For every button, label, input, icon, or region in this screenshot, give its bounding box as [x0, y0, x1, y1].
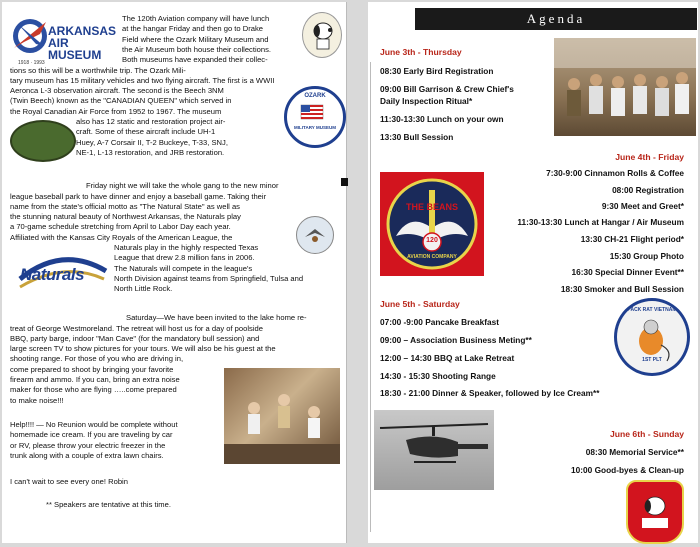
snoopy-badge	[302, 12, 342, 58]
right-page	[368, 2, 698, 543]
flag-icon	[287, 89, 337, 139]
closing-line: I can't wait to see every one! Robin	[10, 477, 128, 486]
help-paragraph	[10, 420, 178, 461]
text-line: maker for those who are flying …..come prepared	[10, 385, 177, 395]
day-heading-thursday: June 3th - Thursday	[380, 47, 462, 57]
helicopter-photo	[374, 410, 494, 490]
text-line: craft. Some of these aircraft include UH-1	[76, 127, 216, 137]
text-line: Field where the Ozark Military Museum and	[122, 34, 269, 44]
naturals-logo	[14, 249, 110, 303]
text-line: come prepared to shoot by bringing your favorite	[10, 364, 174, 374]
text-line: Huey, A-7 Corsair II, T-2 Buckeye, T-33, SNJ,	[76, 137, 228, 147]
event-item: 09:00 – Association Business Meting**	[380, 335, 532, 345]
patch-bottom-text: AVIATION COMPANY	[407, 254, 457, 260]
intro-paragraph	[122, 14, 271, 65]
page-divider-line	[370, 62, 371, 532]
event-item: 15:30 Group Photo	[609, 251, 684, 261]
event-item: 9:30 Meet and Greet*	[601, 201, 684, 211]
day-heading-friday: June 4th - Friday	[615, 152, 684, 162]
eagle-icon	[297, 217, 333, 253]
text-line: Help!!!! — No Reunion would be complete without	[10, 420, 178, 429]
text-line: trunk along with a couple of extra lawn chairs.	[10, 450, 164, 460]
text-line: The Naturals will compete in the league's	[114, 263, 253, 273]
text-line: Aeronca L-3 observation aircraft. The second is the Beech 3NM	[10, 86, 224, 96]
patch-title-text: THE BEANS	[405, 202, 458, 212]
text-line: the Air Museum both house their collections.	[122, 44, 272, 54]
event-item: 7:30-9:00 Cinnamon Rolls & Coffee	[546, 168, 684, 178]
agenda-title: Agenda	[526, 11, 586, 26]
helicopter-icon	[374, 410, 494, 490]
text-line: Affiliated with the Kansas City Royals of the American League, the	[10, 232, 233, 242]
intro-paragraph-end	[76, 117, 228, 158]
unit-badge-photo	[296, 216, 334, 254]
logo-line1: ARKANSAS	[48, 24, 117, 38]
text-line: BBQ, party barge, indoor "Man Cave" (for the mandatory bull session) and	[10, 333, 260, 343]
text-line: The 120th Aviation company will have lunch	[122, 14, 270, 23]
green-patch-photo	[10, 120, 76, 162]
lake-party-photo	[224, 368, 340, 464]
patch-number-text: 120	[426, 237, 438, 244]
event-item: 09:00 Bill Garrison & Crew Chief's	[380, 84, 514, 94]
snoopy-pilot-icon	[628, 482, 682, 542]
badge-bottom-text: MILITARY MUSEUM	[294, 125, 336, 130]
text-line: the Royal Canadian Air Force from 1952 to 1967. The museum	[10, 106, 222, 116]
soldiers-photo-icon	[554, 38, 696, 136]
text-line: or RV, please throw your electric freezer in the	[10, 440, 166, 450]
event-item: 07:00 -9:00 Pancake Breakfast	[380, 317, 499, 327]
text-line: league baseball park to have dinner and enjoy a baseball game. Taking their	[10, 191, 267, 201]
text-line: at the hangar Friday and then go to Drake	[122, 24, 263, 34]
text-line: NE-1, L-13 restoration, and JRB restoration.	[76, 147, 225, 157]
footnote: ** Speakers are tentative at this time.	[46, 500, 171, 509]
text-line: League that drew 2.8 million fans in 2006.	[114, 253, 255, 263]
text-line: to make noise!!!	[10, 395, 64, 405]
arkansas-air-museum-logo	[10, 12, 122, 68]
center-marker	[341, 178, 348, 186]
day-heading-sunday: June 6th - Sunday	[609, 429, 684, 439]
text-line: the stunning natural beauty of Northwest Arkansas, the Naturals play	[10, 212, 241, 222]
text-line: Both museums have expanded their collec-	[122, 55, 268, 65]
text-line: homemade ice cream. If you are traveling by car	[10, 430, 173, 440]
saturday-paragraph	[126, 313, 307, 323]
event-item: 12:00 – 14:30 BBQ at Lake Retreat	[380, 353, 515, 363]
text-line: large screen TV to show pictures for your tours. We will also be his guest at the	[10, 344, 276, 354]
event-item: 08:30 Early Bird Registration	[380, 66, 494, 76]
logo-line2: AIR MUSEUM	[48, 36, 102, 62]
ozark-museum-badge	[284, 86, 346, 148]
text-line: a 70-game schedule stretching from April to Labor Day each year.	[10, 222, 231, 232]
beans-company-patch	[380, 172, 484, 276]
event-item: 08:00 Registration	[612, 185, 684, 195]
patch-text: PACK RAT VIETNAM	[627, 307, 677, 313]
badge-top-text: OZARK	[304, 93, 326, 99]
event-item: 10:00 Good-byes & Clean-up	[571, 465, 684, 475]
friday-paragraph-cont	[10, 192, 266, 243]
event-item: 11:30-13:30 Lunch at Hangar / Air Museum	[517, 217, 684, 227]
text-line: Naturals play in the highly respected Texas	[114, 243, 259, 252]
patch-sub-text: 1ST PLT	[642, 357, 662, 363]
friday-paragraph-end	[114, 243, 303, 294]
text-line: (Twin Beech) known as the "CANADIAN QUEEN" which served in	[10, 96, 232, 106]
event-item: 08:30 Memorial Service**	[585, 447, 684, 457]
day-heading-saturday: June 5th - Saturday	[380, 299, 460, 309]
event-item: 11:30-13:30 Lunch on your own	[380, 114, 504, 124]
text-line: tary museum has 15 military vehicles and two flying aircraft. The first is a WWII	[10, 75, 275, 85]
event-item: 18:30 - 21:00 Dinner & Speaker, followed by Ice Cream**	[380, 388, 600, 398]
naturals-wordmark: Naturals	[20, 265, 85, 284]
text-line: also has 12 static and restoration project air-	[76, 117, 226, 126]
left-page	[2, 2, 347, 543]
event-item: 18:30 Smoker and Bull Session	[560, 284, 684, 294]
event-item: Daily Inspection Ritual*	[380, 96, 473, 106]
event-item: 13:30 Bull Session	[380, 132, 454, 142]
intro-paragraph-cont	[10, 66, 274, 117]
pack-rat-patch	[614, 298, 690, 376]
event-item: 16:30 Special Dinner Event**	[571, 267, 684, 277]
crew-group-photo	[554, 38, 696, 136]
people-photo-icon	[224, 368, 340, 464]
agenda-header	[415, 8, 697, 30]
text-line: North Little Rock.	[114, 284, 173, 294]
text-line: Saturday—We have been invited to the lake home re-	[126, 313, 307, 322]
text-line: treat of George Westmoreland. The retreat will host us for a day of poolside	[10, 323, 263, 333]
snoopy-patch	[626, 480, 684, 544]
text-line: Friday night we will take the whole gang to the new minor	[86, 181, 279, 190]
text-line: name from the state's official motto as "The Natural State" as well as	[10, 201, 240, 211]
text-line: North Division against teams from Springfield, Tulsa and	[114, 273, 304, 283]
text-line: firearm and ammo. If you can, bring an extra noise	[10, 374, 180, 384]
text-line: tions so this will be a worthwhile trip. The Ozark Mili-	[10, 65, 186, 75]
beans-patch-icon	[380, 172, 484, 276]
event-item: 14:30 - 15:30 Shooting Range	[380, 371, 496, 381]
event-item: 13:30 CH-21 Flight period*	[580, 234, 684, 244]
friday-paragraph	[86, 181, 278, 191]
svg-text:1918 · 1993: 1918 · 1993	[18, 60, 45, 66]
text-line: shooting range. For those of you who are driving in,	[10, 354, 184, 364]
snoopy-icon	[303, 13, 341, 57]
